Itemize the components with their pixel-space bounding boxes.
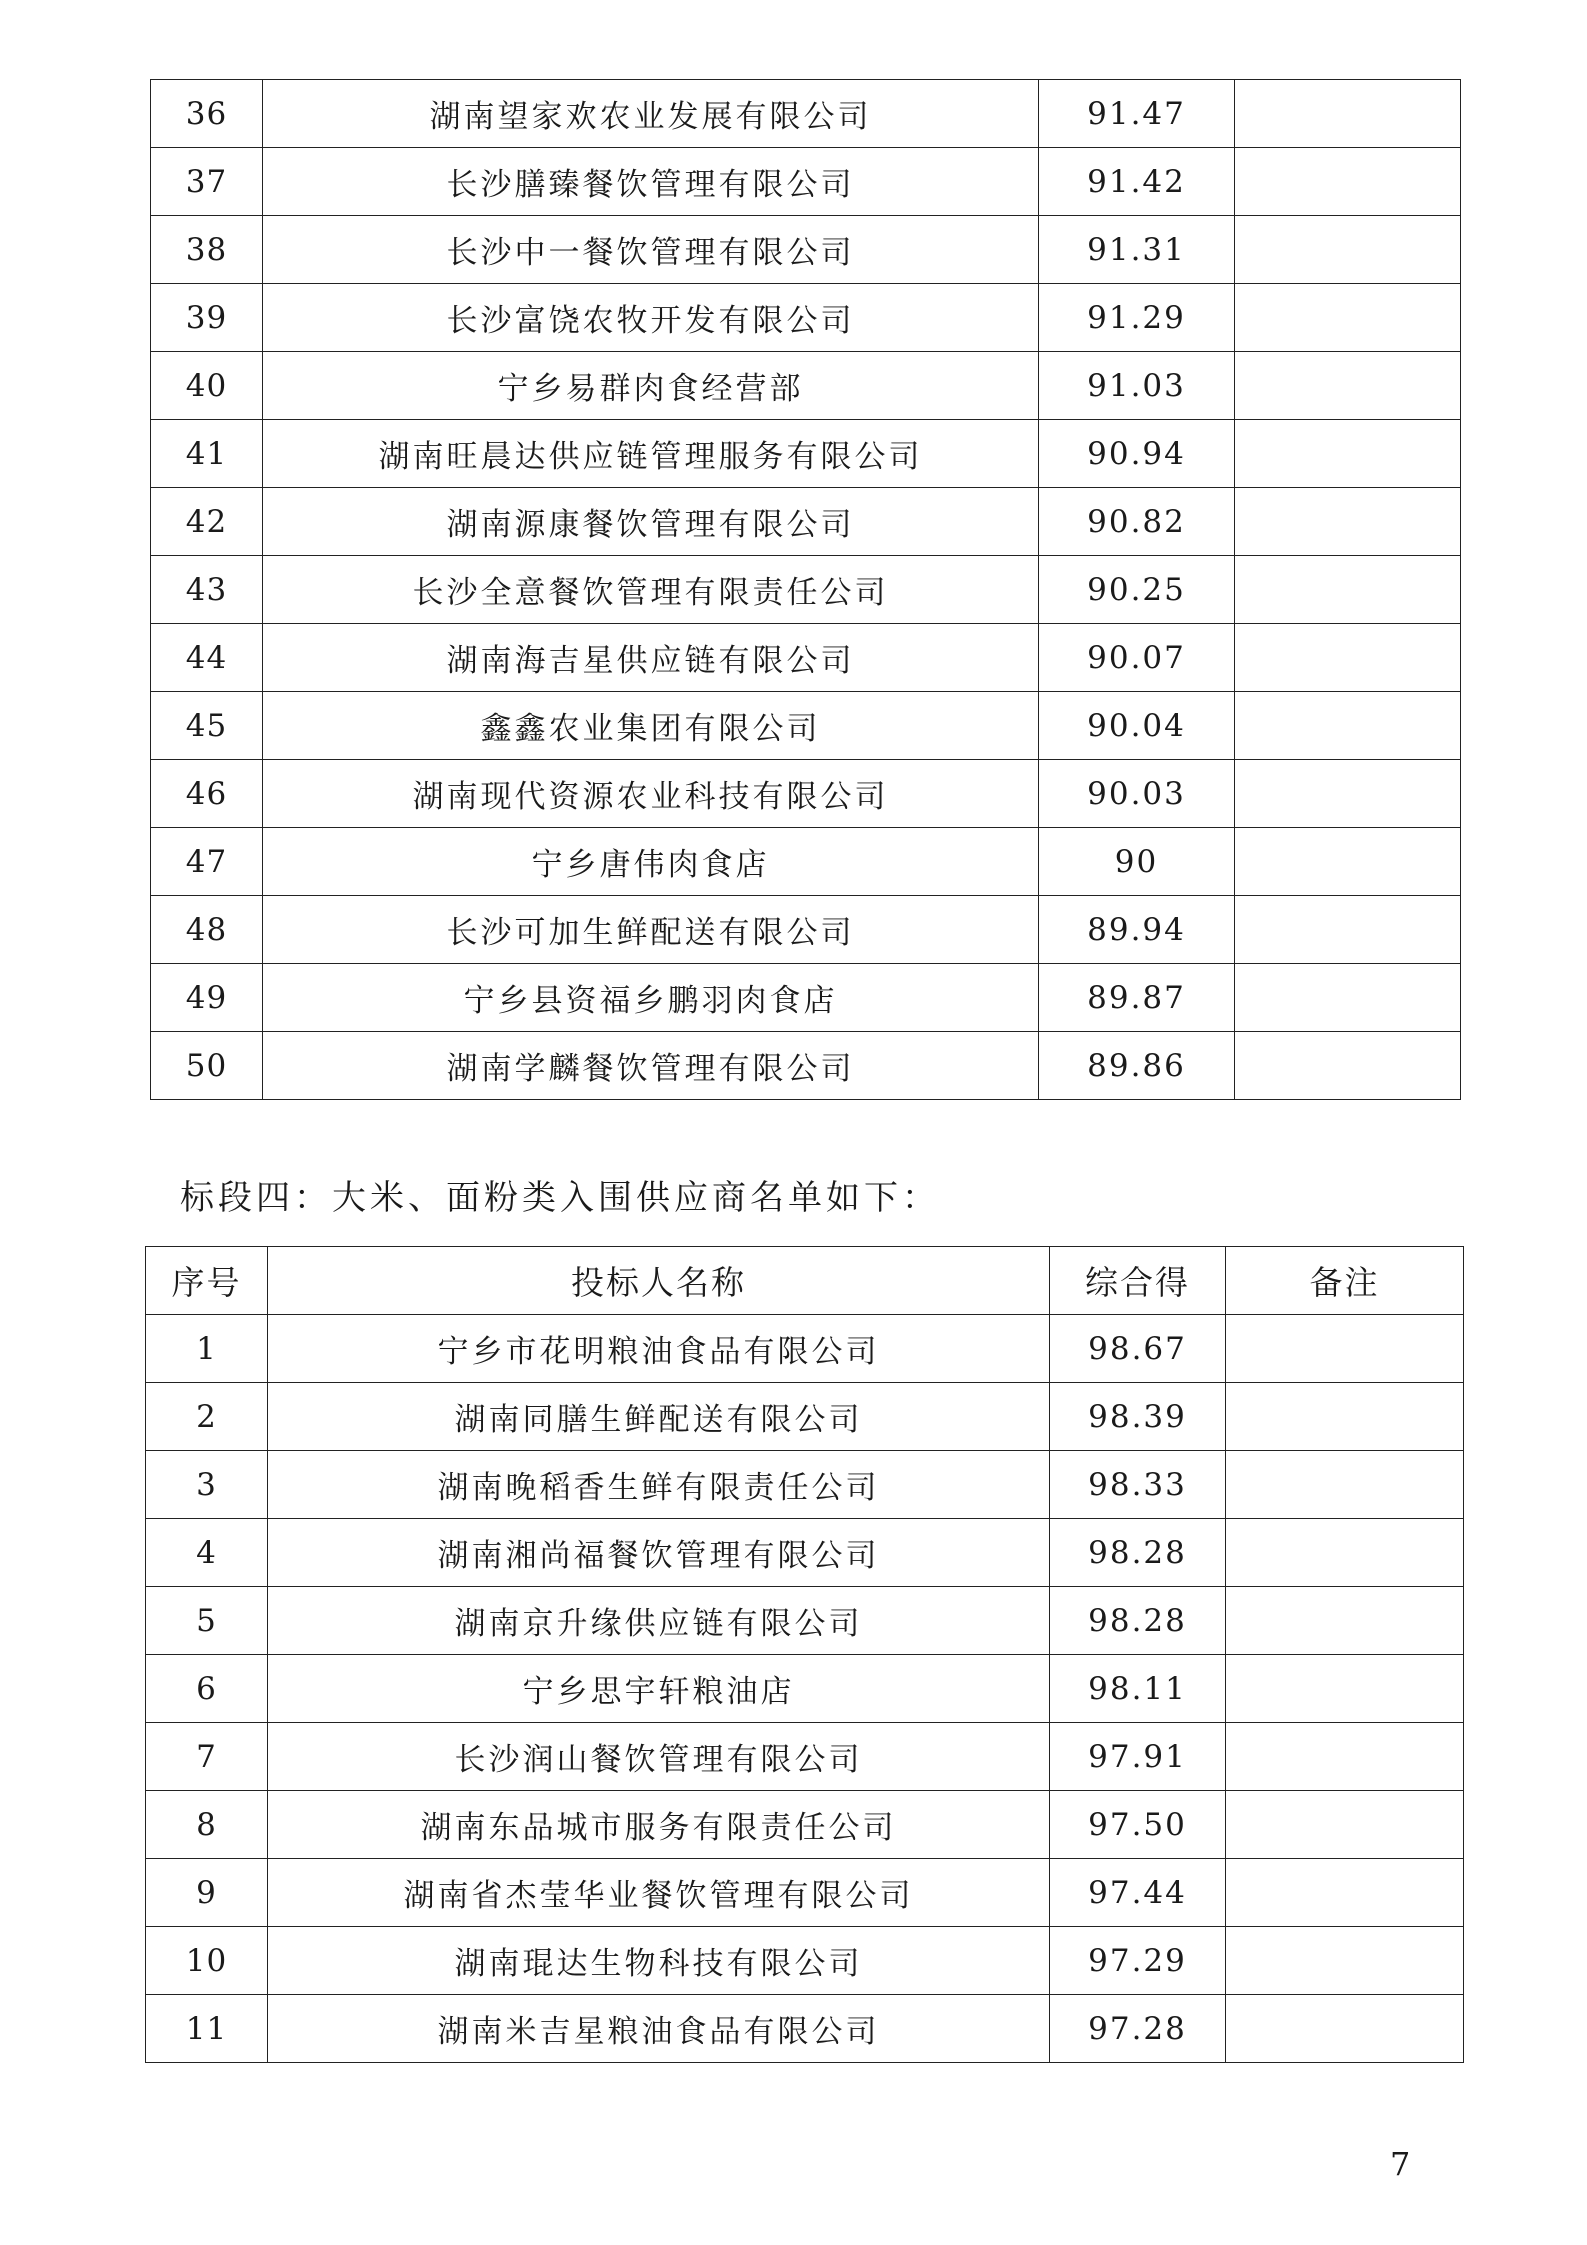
row-number: 2: [146, 1383, 268, 1451]
remark-cell: [1235, 488, 1461, 556]
table-row: [151, 216, 1461, 284]
company-name: 湖南学麟餐饮管理有限公司: [263, 1032, 1039, 1100]
row-number: 40: [151, 352, 263, 420]
row-number: 48: [151, 896, 263, 964]
score-value: 91.42: [1039, 148, 1235, 216]
company-name: 湖南旺晨达供应链管理服务有限公司: [263, 420, 1039, 488]
score-value: 98.28: [1050, 1587, 1226, 1655]
row-number: 46: [151, 760, 263, 828]
company-name: 湖南源康餐饮管理有限公司: [263, 488, 1039, 556]
remark-cell: [1235, 284, 1461, 352]
table-row: [146, 1451, 1464, 1519]
company-name: 长沙中一餐饮管理有限公司: [263, 216, 1039, 284]
row-number: 3: [146, 1451, 268, 1519]
company-name: 长沙可加生鲜配送有限公司: [263, 896, 1039, 964]
remark-cell: [1235, 216, 1461, 284]
row-number: 11: [146, 1995, 268, 2063]
table-row: [146, 1519, 1464, 1587]
row-number: 8: [146, 1791, 268, 1859]
remark-cell: [1226, 1315, 1464, 1383]
remark-cell: [1226, 1859, 1464, 1927]
score-value: 97.44: [1050, 1859, 1226, 1927]
score-value: 89.94: [1039, 896, 1235, 964]
company-name: 湖南海吉星供应链有限公司: [263, 624, 1039, 692]
row-number: 47: [151, 828, 263, 896]
score-value: 97.29: [1050, 1927, 1226, 1995]
table-row: [146, 1587, 1464, 1655]
score-value: 90: [1039, 828, 1235, 896]
remark-cell: [1226, 1519, 1464, 1587]
row-number: 37: [151, 148, 263, 216]
table-row: [151, 760, 1461, 828]
score-value: 90.25: [1039, 556, 1235, 624]
table-row: [146, 1315, 1464, 1383]
remark-cell: [1226, 1383, 1464, 1451]
remark-cell: [1235, 352, 1461, 420]
company-name: 宁乡市花明粮油食品有限公司: [268, 1315, 1050, 1383]
remark-cell: [1235, 692, 1461, 760]
row-number: 5: [146, 1587, 268, 1655]
score-value: 91.03: [1039, 352, 1235, 420]
rice-flour-supplier-table-body: [146, 1315, 1464, 2063]
remark-cell: [1235, 556, 1461, 624]
header-score: 综合得: [1050, 1247, 1226, 1315]
score-value: 91.29: [1039, 284, 1235, 352]
row-number: 10: [146, 1927, 268, 1995]
table-row: [151, 624, 1461, 692]
company-name: 长沙膳臻餐饮管理有限公司: [263, 148, 1039, 216]
remark-cell: [1235, 760, 1461, 828]
row-number: 38: [151, 216, 263, 284]
table-row: [151, 556, 1461, 624]
table-row: [151, 488, 1461, 556]
row-number: 43: [151, 556, 263, 624]
company-name: 宁乡唐伟肉食店: [263, 828, 1039, 896]
score-value: 98.67: [1050, 1315, 1226, 1383]
header-remark: 备注: [1226, 1247, 1464, 1315]
remark-cell: [1226, 1995, 1464, 2063]
row-number: 1: [146, 1315, 268, 1383]
score-value: 90.03: [1039, 760, 1235, 828]
row-number: 50: [151, 1032, 263, 1100]
table-row: [146, 1859, 1464, 1927]
supplier-table-continued: [150, 79, 1461, 1100]
row-number: 36: [151, 80, 263, 148]
table-row: [151, 896, 1461, 964]
score-value: 89.86: [1039, 1032, 1235, 1100]
company-name: 湖南同膳生鲜配送有限公司: [268, 1383, 1050, 1451]
remark-cell: [1226, 1587, 1464, 1655]
table-row: [151, 148, 1461, 216]
remark-cell: [1226, 1927, 1464, 1995]
table-row: [146, 1383, 1464, 1451]
score-value: 97.91: [1050, 1723, 1226, 1791]
company-name: 湖南东品城市服务有限责任公司: [268, 1791, 1050, 1859]
row-number: 4: [146, 1519, 268, 1587]
row-number: 44: [151, 624, 263, 692]
table-row: [146, 1791, 1464, 1859]
table-row: [146, 1723, 1464, 1791]
remark-cell: [1226, 1451, 1464, 1519]
row-number: 45: [151, 692, 263, 760]
score-value: 90.04: [1039, 692, 1235, 760]
table-row: [146, 1655, 1464, 1723]
table-row: [151, 420, 1461, 488]
table-header-row: [146, 1247, 1464, 1315]
table-row: [151, 964, 1461, 1032]
remark-cell: [1235, 624, 1461, 692]
score-value: 97.28: [1050, 1995, 1226, 2063]
score-value: 90.07: [1039, 624, 1235, 692]
header-no: 序号: [146, 1247, 268, 1315]
company-name: 长沙润山餐饮管理有限公司: [268, 1723, 1050, 1791]
table-row: [151, 80, 1461, 148]
remark-cell: [1235, 828, 1461, 896]
score-value: 89.87: [1039, 964, 1235, 1032]
remark-cell: [1226, 1655, 1464, 1723]
remark-cell: [1235, 420, 1461, 488]
score-value: 98.11: [1050, 1655, 1226, 1723]
company-name: 湖南省杰莹华业餐饮管理有限公司: [268, 1859, 1050, 1927]
row-number: 7: [146, 1723, 268, 1791]
header-name: 投标人名称: [268, 1247, 1050, 1315]
company-name: 湖南现代资源农业科技有限公司: [263, 760, 1039, 828]
table-row: [151, 284, 1461, 352]
company-name: 湖南琨达生物科技有限公司: [268, 1927, 1050, 1995]
company-name: 长沙富饶农牧开发有限公司: [263, 284, 1039, 352]
remark-cell: [1235, 1032, 1461, 1100]
company-name: 鑫鑫农业集团有限公司: [263, 692, 1039, 760]
row-number: 39: [151, 284, 263, 352]
page-number: 7: [1390, 2145, 1411, 2183]
table-row: [151, 828, 1461, 896]
score-value: 98.33: [1050, 1451, 1226, 1519]
table-row: [146, 1995, 1464, 2063]
remark-cell: [1235, 896, 1461, 964]
score-value: 90.82: [1039, 488, 1235, 556]
score-value: 98.39: [1050, 1383, 1226, 1451]
supplier-table-continued-body: [151, 80, 1461, 1100]
company-name: 湖南晚稻香生鲜有限责任公司: [268, 1451, 1050, 1519]
row-number: 42: [151, 488, 263, 556]
remark-cell: [1235, 964, 1461, 1032]
row-number: 41: [151, 420, 263, 488]
section-title: 标段四：大米、面粉类入围供应商名单如下：: [180, 1178, 940, 1218]
row-number: 49: [151, 964, 263, 1032]
score-value: 91.47: [1039, 80, 1235, 148]
score-value: 90.94: [1039, 420, 1235, 488]
company-name: 长沙全意餐饮管理有限责任公司: [263, 556, 1039, 624]
score-value: 98.28: [1050, 1519, 1226, 1587]
rice-flour-supplier-table: [145, 1246, 1464, 2063]
company-name: 宁乡县资福乡鹏羽肉食店: [263, 964, 1039, 1032]
score-value: 97.50: [1050, 1791, 1226, 1859]
company-name: 宁乡易群肉食经营部: [263, 352, 1039, 420]
company-name: 湖南京升缘供应链有限公司: [268, 1587, 1050, 1655]
company-name: 湖南米吉星粮油食品有限公司: [268, 1995, 1050, 2063]
remark-cell: [1235, 148, 1461, 216]
remark-cell: [1226, 1791, 1464, 1859]
company-name: 湖南湘尚福餐饮管理有限公司: [268, 1519, 1050, 1587]
company-name: 湖南望家欢农业发展有限公司: [263, 80, 1039, 148]
table-row: [151, 352, 1461, 420]
row-number: 9: [146, 1859, 268, 1927]
remark-cell: [1235, 80, 1461, 148]
table-row: [146, 1927, 1464, 1995]
remark-cell: [1226, 1723, 1464, 1791]
table-row: [151, 1032, 1461, 1100]
table-row: [151, 692, 1461, 760]
row-number: 6: [146, 1655, 268, 1723]
company-name: 宁乡思宇轩粮油店: [268, 1655, 1050, 1723]
score-value: 91.31: [1039, 216, 1235, 284]
